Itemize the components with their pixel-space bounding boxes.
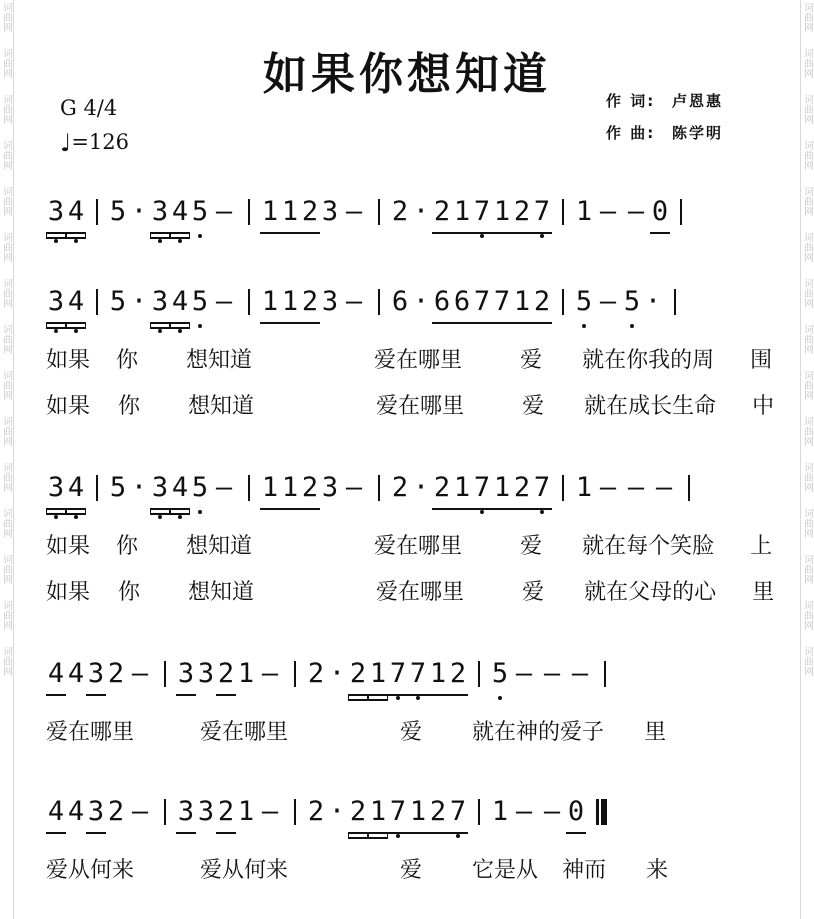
note-digit: 7 bbox=[388, 792, 408, 834]
measure bbox=[574, 282, 664, 322]
note-digit: 2 bbox=[432, 468, 452, 510]
dash-symbol: — bbox=[543, 658, 561, 689]
bar-line bbox=[378, 289, 380, 315]
note-digit: 4 bbox=[66, 468, 86, 510]
left-watermark-strip bbox=[0, 0, 14, 919]
note-digit: 1 bbox=[408, 792, 428, 834]
note-digit: 3 bbox=[86, 792, 106, 834]
bar-line bbox=[562, 475, 564, 501]
composer-name: 陈学明 bbox=[672, 124, 724, 142]
lyric-word: 上 bbox=[750, 534, 773, 559]
watermark: 词曲网 bbox=[801, 646, 813, 676]
note-digit: 1 bbox=[452, 468, 472, 510]
note-digit: 1 bbox=[280, 468, 300, 510]
lyric-word: 你 bbox=[118, 394, 141, 419]
dash-symbol: — bbox=[515, 796, 533, 827]
measure bbox=[390, 192, 552, 234]
note-digit: 2 bbox=[107, 796, 125, 827]
watermark: 词曲网 bbox=[801, 416, 813, 446]
measure bbox=[490, 654, 594, 694]
dot-symbol: · bbox=[130, 472, 148, 503]
note-digit: 6 bbox=[391, 286, 409, 317]
lyric-word: 如果 bbox=[46, 580, 91, 605]
note-digit: 5 bbox=[622, 282, 642, 322]
key-signature: G 4/4 bbox=[60, 96, 118, 120]
measure bbox=[260, 468, 368, 510]
watermark: 词曲网 bbox=[801, 48, 813, 78]
bar-line bbox=[604, 661, 606, 687]
dot-symbol: · bbox=[644, 286, 662, 317]
measure bbox=[46, 282, 86, 324]
note-digit: 3 bbox=[86, 654, 106, 696]
note-digit: 2 bbox=[107, 658, 125, 689]
dot-symbol: · bbox=[130, 286, 148, 317]
score-system bbox=[46, 654, 776, 756]
note-digit: 7 bbox=[408, 654, 428, 696]
dash-symbol: — bbox=[345, 286, 363, 317]
note-digit: 4 bbox=[67, 658, 85, 689]
watermark: 词曲网 bbox=[801, 2, 813, 32]
lyric-word: 就在你我的周 bbox=[582, 348, 715, 373]
note-digit: 5 bbox=[574, 282, 594, 322]
lyric-word: 中 bbox=[752, 394, 775, 419]
watermark: 词曲网 bbox=[0, 324, 12, 354]
right-watermark-strip bbox=[800, 0, 814, 919]
lyric-word: 如果 bbox=[46, 534, 91, 559]
note-digit: 1 bbox=[280, 282, 300, 324]
bar-line bbox=[596, 799, 599, 825]
bar-line bbox=[562, 199, 564, 225]
note-digit: 5 bbox=[490, 654, 510, 694]
note-digit: 1 bbox=[452, 192, 472, 234]
lyric-word: 想知道 bbox=[186, 534, 253, 559]
tempo-marking bbox=[60, 129, 130, 157]
note-digit: 1 bbox=[368, 654, 388, 696]
watermark: 词曲网 bbox=[801, 508, 813, 538]
dash-symbol: — bbox=[345, 472, 363, 503]
tempo-value: =126 bbox=[71, 130, 130, 154]
note-digit: 4 bbox=[170, 192, 190, 234]
note-digit: 2 bbox=[307, 796, 325, 827]
note-digit: 3 bbox=[176, 654, 196, 696]
watermark: 词曲网 bbox=[0, 140, 12, 170]
note-digit: 3 bbox=[150, 282, 170, 324]
note-digit: 2 bbox=[348, 654, 368, 696]
measure bbox=[306, 654, 468, 696]
note-digit: 7 bbox=[388, 654, 408, 696]
note-digit: 1 bbox=[237, 658, 255, 689]
bar-line bbox=[478, 799, 480, 825]
watermark: 词曲网 bbox=[801, 278, 813, 308]
measure bbox=[574, 192, 670, 234]
bar-line bbox=[164, 661, 166, 687]
measure bbox=[46, 654, 154, 696]
note-digit: 3 bbox=[197, 658, 215, 689]
note-digit: 2 bbox=[348, 792, 368, 834]
note-digit: 2 bbox=[512, 192, 532, 234]
watermark: 词曲网 bbox=[0, 462, 12, 492]
note-digit: 7 bbox=[472, 192, 492, 234]
score-system bbox=[46, 192, 776, 248]
dot-symbol: · bbox=[412, 196, 430, 227]
watermark: 词曲网 bbox=[801, 462, 813, 492]
dash-symbol: — bbox=[215, 472, 233, 503]
lyrics-row bbox=[46, 848, 776, 894]
note-digit: 7 bbox=[472, 468, 492, 510]
watermark: 词曲网 bbox=[801, 600, 813, 630]
lyric-word: 如果 bbox=[46, 394, 91, 419]
bar-line bbox=[478, 661, 480, 687]
lyrics-row bbox=[46, 570, 776, 616]
note-digit: 1 bbox=[428, 654, 448, 696]
dot-symbol: · bbox=[328, 658, 346, 689]
watermark: 词曲网 bbox=[0, 600, 12, 630]
note-digit: 7 bbox=[492, 282, 512, 324]
lyric-word: 爱在哪里 bbox=[376, 394, 465, 419]
dash-symbol: — bbox=[261, 658, 279, 689]
lyric-word: 里 bbox=[752, 580, 775, 605]
song-title: 如果你想知道 bbox=[263, 49, 551, 100]
watermark: 词曲网 bbox=[0, 508, 12, 538]
measure bbox=[46, 792, 154, 834]
measure bbox=[46, 192, 86, 234]
bar-line bbox=[562, 289, 564, 315]
watermark: 词曲网 bbox=[801, 554, 813, 584]
notes-row bbox=[46, 654, 776, 710]
lyric-word: 你 bbox=[116, 534, 139, 559]
note-digit: 4 bbox=[170, 282, 190, 324]
lyric-word: 就在神的爱子 bbox=[472, 720, 605, 745]
dash-symbol: — bbox=[627, 196, 645, 227]
note-digit: 5 bbox=[109, 472, 127, 503]
measure bbox=[46, 468, 86, 510]
note-digit: 5 bbox=[190, 192, 210, 232]
lyrics-row bbox=[46, 710, 776, 756]
lyrics-row bbox=[46, 524, 776, 570]
lyric-word: 它是从 bbox=[472, 858, 539, 883]
measure bbox=[260, 192, 368, 234]
note-digit: 3 bbox=[176, 792, 196, 834]
note-digit: 1 bbox=[491, 796, 509, 827]
lyric-word: 神而 bbox=[562, 858, 607, 883]
watermark: 词曲网 bbox=[801, 140, 813, 170]
watermark: 词曲网 bbox=[0, 94, 12, 124]
lyric-word: 爱从何来 bbox=[200, 858, 289, 883]
note-digit: 0 bbox=[650, 192, 670, 234]
lyric-word: 爱 bbox=[522, 580, 545, 605]
dot-symbol: · bbox=[412, 472, 430, 503]
note-digit: 4 bbox=[66, 282, 86, 324]
measure bbox=[490, 792, 586, 834]
dot-symbol: · bbox=[328, 796, 346, 827]
watermark: 词曲网 bbox=[801, 232, 813, 262]
dash-symbol: — bbox=[543, 796, 561, 827]
note-digit: 6 bbox=[432, 282, 452, 324]
watermark: 词曲网 bbox=[0, 370, 12, 400]
note-digit: 7 bbox=[472, 282, 492, 324]
watermark: 词曲网 bbox=[801, 186, 813, 216]
note-digit: 1 bbox=[280, 192, 300, 234]
composer-label: 作 曲: bbox=[606, 124, 656, 142]
notes-row bbox=[46, 468, 776, 524]
note-digit: 1 bbox=[492, 192, 512, 234]
bar-line bbox=[294, 799, 296, 825]
note-digit: 3 bbox=[197, 796, 215, 827]
note-digit: 1 bbox=[512, 282, 532, 324]
measure bbox=[108, 282, 238, 324]
note-digit: 5 bbox=[190, 282, 210, 322]
bar-line bbox=[378, 475, 380, 501]
bar-line bbox=[96, 289, 98, 315]
watermark: 词曲网 bbox=[0, 2, 12, 32]
lyric-word: 如果 bbox=[46, 348, 91, 373]
lyric-word: 就在父母的心 bbox=[584, 580, 717, 605]
lyrics-row bbox=[46, 384, 776, 430]
lyric-word: 你 bbox=[116, 348, 139, 373]
note-digit: 2 bbox=[512, 468, 532, 510]
composer-credit bbox=[606, 122, 723, 143]
watermark: 词曲网 bbox=[0, 278, 12, 308]
lyric-word: 爱 bbox=[520, 534, 543, 559]
quarter-note-icon: ♩ bbox=[60, 129, 72, 157]
note-digit: 7 bbox=[448, 792, 468, 834]
watermark: 词曲网 bbox=[0, 48, 12, 78]
bar-line bbox=[96, 199, 98, 225]
dash-symbol: — bbox=[627, 472, 645, 503]
dash-symbol: — bbox=[215, 286, 233, 317]
dash-symbol: — bbox=[131, 796, 149, 827]
note-digit: 6 bbox=[452, 282, 472, 324]
score-system bbox=[46, 468, 776, 616]
lyric-word: 就在每个笑脸 bbox=[582, 534, 715, 559]
lyricist-credit bbox=[606, 90, 723, 111]
bar-line bbox=[378, 199, 380, 225]
note-digit: 2 bbox=[532, 282, 552, 324]
note-digit: 4 bbox=[170, 468, 190, 510]
lyric-word: 里 bbox=[644, 720, 667, 745]
dash-symbol: — bbox=[345, 196, 363, 227]
note-digit: 2 bbox=[448, 654, 468, 696]
measure bbox=[108, 192, 238, 234]
note-digit: 4 bbox=[66, 192, 86, 234]
note-digit: 2 bbox=[391, 196, 409, 227]
note-digit: 2 bbox=[216, 654, 236, 696]
dash-symbol: — bbox=[215, 196, 233, 227]
watermark: 词曲网 bbox=[0, 186, 12, 216]
notes-row bbox=[46, 792, 776, 848]
measure bbox=[176, 792, 284, 834]
watermark: 词曲网 bbox=[0, 416, 12, 446]
bar-line bbox=[248, 289, 250, 315]
note-digit: 4 bbox=[46, 654, 66, 696]
lyric-word: 爱 bbox=[400, 720, 423, 745]
note-digit: 2 bbox=[428, 792, 448, 834]
watermark: 词曲网 bbox=[0, 232, 12, 262]
note-digit: 2 bbox=[391, 472, 409, 503]
measure bbox=[260, 282, 368, 324]
bar-line bbox=[248, 199, 250, 225]
note-digit: 1 bbox=[575, 196, 593, 227]
note-digit: 7 bbox=[532, 468, 552, 510]
notes-row bbox=[46, 282, 776, 338]
lyric-word: 想知道 bbox=[188, 580, 255, 605]
note-digit: 3 bbox=[46, 468, 66, 510]
note-digit: 1 bbox=[575, 472, 593, 503]
score-system bbox=[46, 282, 776, 430]
lyric-word: 爱在哪里 bbox=[200, 720, 289, 745]
lyric-word: 就在成长生命 bbox=[584, 394, 717, 419]
note-digit: 2 bbox=[300, 282, 320, 324]
lyrics-row bbox=[46, 338, 776, 384]
note-digit: 3 bbox=[321, 196, 339, 227]
lyric-word: 爱 bbox=[400, 858, 423, 883]
dash-symbol: — bbox=[261, 796, 279, 827]
note-digit: 2 bbox=[216, 792, 236, 834]
dot-symbol: · bbox=[130, 196, 148, 227]
bar-line bbox=[164, 799, 166, 825]
score-system bbox=[46, 792, 776, 894]
note-digit: 2 bbox=[307, 658, 325, 689]
note-digit: 3 bbox=[46, 192, 66, 234]
note-digit: 0 bbox=[566, 792, 586, 834]
note-digit: 2 bbox=[432, 192, 452, 234]
measure bbox=[574, 468, 678, 508]
lyricist-name: 卢恩惠 bbox=[672, 92, 724, 110]
measure bbox=[176, 654, 284, 696]
bar-line bbox=[674, 289, 676, 315]
note-digit: 4 bbox=[67, 796, 85, 827]
measure bbox=[108, 468, 238, 510]
note-digit: 3 bbox=[150, 468, 170, 510]
bar-line bbox=[96, 475, 98, 501]
lyric-word: 爱 bbox=[520, 348, 543, 373]
lyricist-label: 作 词: bbox=[606, 92, 656, 110]
lyric-word: 想知道 bbox=[188, 394, 255, 419]
note-digit: 7 bbox=[532, 192, 552, 234]
lyric-word: 爱在哪里 bbox=[376, 580, 465, 605]
bar-line bbox=[294, 661, 296, 687]
lyric-word: 爱从何来 bbox=[46, 858, 135, 883]
bar-line bbox=[688, 475, 690, 501]
measure bbox=[390, 468, 552, 510]
lyric-word: 围 bbox=[750, 348, 773, 373]
notes-row bbox=[46, 192, 776, 248]
dash-symbol: — bbox=[131, 658, 149, 689]
note-digit: 3 bbox=[321, 472, 339, 503]
watermark: 词曲网 bbox=[0, 646, 12, 676]
note-digit: 3 bbox=[150, 192, 170, 234]
watermark: 词曲网 bbox=[801, 324, 813, 354]
note-digit: 5 bbox=[109, 196, 127, 227]
note-digit: 1 bbox=[237, 796, 255, 827]
lyric-word: 爱在哪里 bbox=[374, 534, 463, 559]
note-digit: 5 bbox=[109, 286, 127, 317]
dash-symbol: — bbox=[599, 196, 617, 227]
dash-symbol: — bbox=[655, 472, 673, 503]
watermark: 词曲网 bbox=[801, 94, 813, 124]
dot-symbol: · bbox=[412, 286, 430, 317]
lyric-word: 爱 bbox=[522, 394, 545, 419]
note-digit: 1 bbox=[260, 282, 280, 324]
note-digit: 1 bbox=[492, 468, 512, 510]
watermark: 词曲网 bbox=[0, 554, 12, 584]
note-digit: 1 bbox=[368, 792, 388, 834]
dash-symbol: — bbox=[599, 286, 617, 317]
measure bbox=[390, 282, 552, 324]
measure bbox=[306, 792, 468, 834]
dash-symbol: — bbox=[515, 658, 533, 689]
lyric-word: 爱在哪里 bbox=[46, 720, 135, 745]
lyric-word: 爱在哪里 bbox=[374, 348, 463, 373]
note-digit: 1 bbox=[260, 468, 280, 510]
final-bar-line bbox=[601, 799, 607, 825]
note-digit: 3 bbox=[46, 282, 66, 324]
note-digit: 2 bbox=[300, 192, 320, 234]
note-digit: 2 bbox=[300, 468, 320, 510]
bar-line bbox=[248, 475, 250, 501]
lyric-word: 来 bbox=[646, 858, 669, 883]
dash-symbol: — bbox=[599, 472, 617, 503]
dash-symbol: — bbox=[571, 658, 589, 689]
note-digit: 5 bbox=[190, 468, 210, 508]
lyric-word: 想知道 bbox=[186, 348, 253, 373]
note-digit: 1 bbox=[260, 192, 280, 234]
lyric-word: 你 bbox=[118, 580, 141, 605]
note-digit: 4 bbox=[46, 792, 66, 834]
note-digit: 3 bbox=[321, 286, 339, 317]
bar-line bbox=[680, 199, 682, 225]
watermark: 词曲网 bbox=[801, 370, 813, 400]
